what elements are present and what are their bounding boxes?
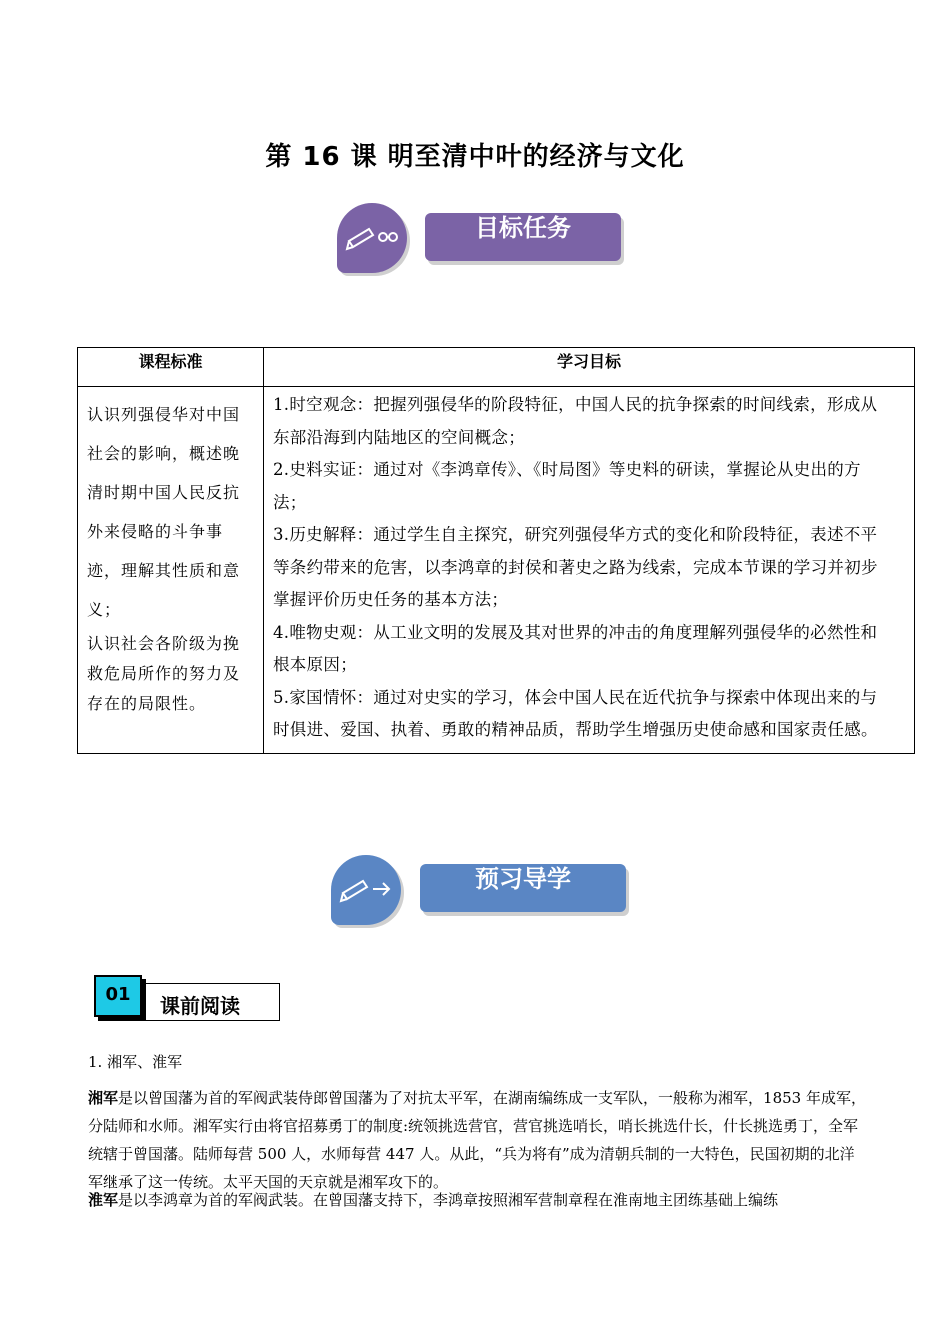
header-learning-objectives: 学习目标 [264, 348, 915, 387]
section-banner-goals [337, 203, 627, 275]
pen-icon [345, 221, 401, 251]
objective-item: 1.时空观念：把握列强侵华的阶段特征，中国人民的抗争探索的时间线索，形成从东部沿海到内陆地区的空间概念； [273, 395, 878, 447]
goals-table [77, 347, 915, 754]
tag-number: 01 [94, 975, 142, 1017]
term-xiangjun: 湘军 [88, 1089, 119, 1107]
table-header-row [78, 348, 915, 387]
banner-label-goals: 目标任务 [425, 213, 621, 261]
banner-label-preview: 预习导学 [420, 864, 626, 912]
page-title: 第 16 课 明至清中叶的经济与文化 [265, 142, 685, 172]
pen-icon [339, 873, 395, 903]
paragraph-huaijun [88, 1186, 868, 1214]
section-banner-preview [331, 855, 631, 927]
header-curriculum-standard: 课程标准 [78, 348, 264, 387]
objectives-cell [264, 387, 915, 754]
table-row [78, 387, 915, 754]
standard-cell [78, 387, 264, 754]
text-huaijun: 是以李鸿章为首的军阀武装。在曾国藩支持下，李鸿章按照湘军营制章程在淮南地主团练基础上编练 [118, 1191, 779, 1209]
objective-item: 2.史料实证：通过对《李鸿章传》、《时局图》等史料的研读，掌握论从史出的方法； [273, 460, 861, 512]
pen-badge [331, 855, 401, 925]
section-heading: 1. 湘军、淮军 [88, 1053, 183, 1071]
standard-text-2: 认识社会各阶级为挽救危局所作的努力及存在的局限性。 [87, 634, 241, 713]
objective-item: 5.家国情怀：通过对史实的学习，体会中国人民在近代抗争与探索中体现出来的与时俱进、爱国、执着、勇敢的精神品质，帮助学生增强历史使命感和国家责任感。 [273, 687, 878, 739]
pre-reading-tag [94, 975, 281, 1023]
objective-item: 4.唯物史观：从工业文明的发展及其对世界的冲击的角度理解列强侵华的必然性和根本原因； [273, 622, 878, 674]
term-huaijun: 淮军 [88, 1191, 119, 1209]
standard-text-1: 认识列强侵华对中国社会的影响，概述晚清时期中国人民反抗外来侵略的斗争事迹，理解其性质和意义； [87, 405, 241, 619]
objective-item: 3.历史解释：通过学生自主探究，研究列强侵华方式的变化和阶段特征，表述不平等条约带来的危害，以李鸿章的封侯和著史之路为线索，完成本节课的学习并初步掌握评价历史任务的基本方法； [273, 525, 878, 609]
tag-label: 课前阅读 [160, 994, 240, 1018]
text-xiangjun: 是以曾国藩为首的军阀武装侍郎曾国藩为了对抗太平军，在湖南编练成一支军队，一般称为湘军，1853 年成军，分陆师和水师。湘军实行由将官招募勇丁的制度:统领挑选营官，营官挑选哨长，哨长挑选什长，什长挑选勇丁，全军统辖于曾国藩。陆师每营 500 人，水师每营 447 人。从此，“兵为将有”成为清朝兵制的一大特色，民国初期的北洋军继承了这一传统。太平天国的天京就是湘军攻下的。 [88, 1089, 866, 1191]
pen-badge [337, 203, 407, 273]
paragraph-xiangjun [88, 1084, 868, 1196]
